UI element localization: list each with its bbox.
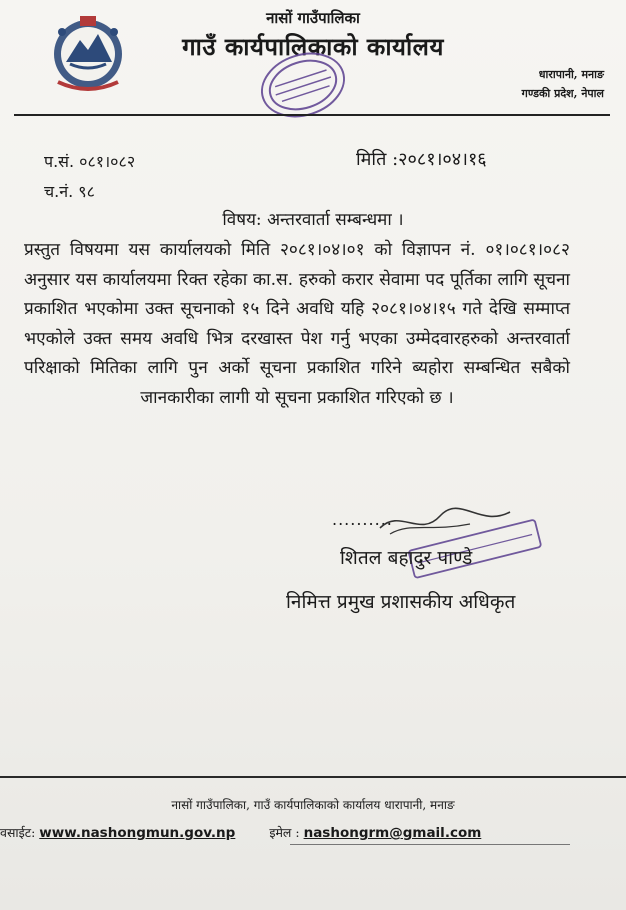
reference-number: प.सं. ०८१।०८२: [44, 152, 136, 171]
signatory-name: शितल बहादुर पाण्डे: [340, 547, 473, 569]
footer-divider: [0, 776, 626, 778]
signature-dots: ..........: [332, 510, 393, 529]
header-divider: [14, 114, 610, 116]
footer-office-line: नासों गाउँपालिका, गाउँ कार्यपालिकाको कार्यालय धारापानी, मनाङ: [171, 798, 455, 812]
website-link[interactable]: www.nashongmun.gov.np: [39, 825, 236, 841]
email-label: इमेल :: [269, 825, 300, 840]
website-label: वसाईट:: [0, 825, 36, 840]
letter-body: प्रस्तुत विषयमा यस कार्यालयको मिति २०८१।०४।०१ को विज्ञापन नं. ०१।०८१।०८२ अनुसार यस कार्यालयमा रिक्त रहेका का.स. हरुको करार सेवामा पद पूर्तिका लागि सूचना प्रकाशित भएकोमा उक्त सूचनाको १५ दिने अवधि यहि २०८१।०४।१५ गते देखि सम्माप्त भएकोले उक्त समय अवधि भित्र दरखास्त पेश गर्नु भएका उम्मेदवारहरुको अन्तरवार्ता परिक्षाको मितिका लागि पुन अर्को सूचना प्रकाशित गरिने ब्यहोरा सम्बन्धित सबैको जानकारीका लागी यो सूचना प्रकाशित गरिएको छ ।: [24, 240, 570, 408]
email-link[interactable]: nashongrm@gmail.com: [303, 825, 482, 841]
municipality-name: नासों गाउँपालिका: [266, 9, 360, 27]
address-line-2: गण्डकी प्रदेश, नेपाल: [521, 87, 604, 100]
footer-contact-line: [0, 824, 481, 841]
dispatch-number: च.नं. ९८: [44, 182, 95, 201]
email-underline: [290, 844, 570, 845]
signatory-title: निमित्त प्रमुख प्रशासकीय अधिकृत: [286, 591, 516, 613]
address-line-1: धारापानी, मनाङ: [538, 68, 604, 81]
office-name: गाउँ कार्यपालिकाको कार्यालय: [182, 32, 444, 61]
letter-subject: विषय: अन्तरवार्ता सम्बन्धमा ।: [222, 210, 404, 230]
letter-date: मिति :२०८१।०४।१६: [356, 149, 487, 170]
